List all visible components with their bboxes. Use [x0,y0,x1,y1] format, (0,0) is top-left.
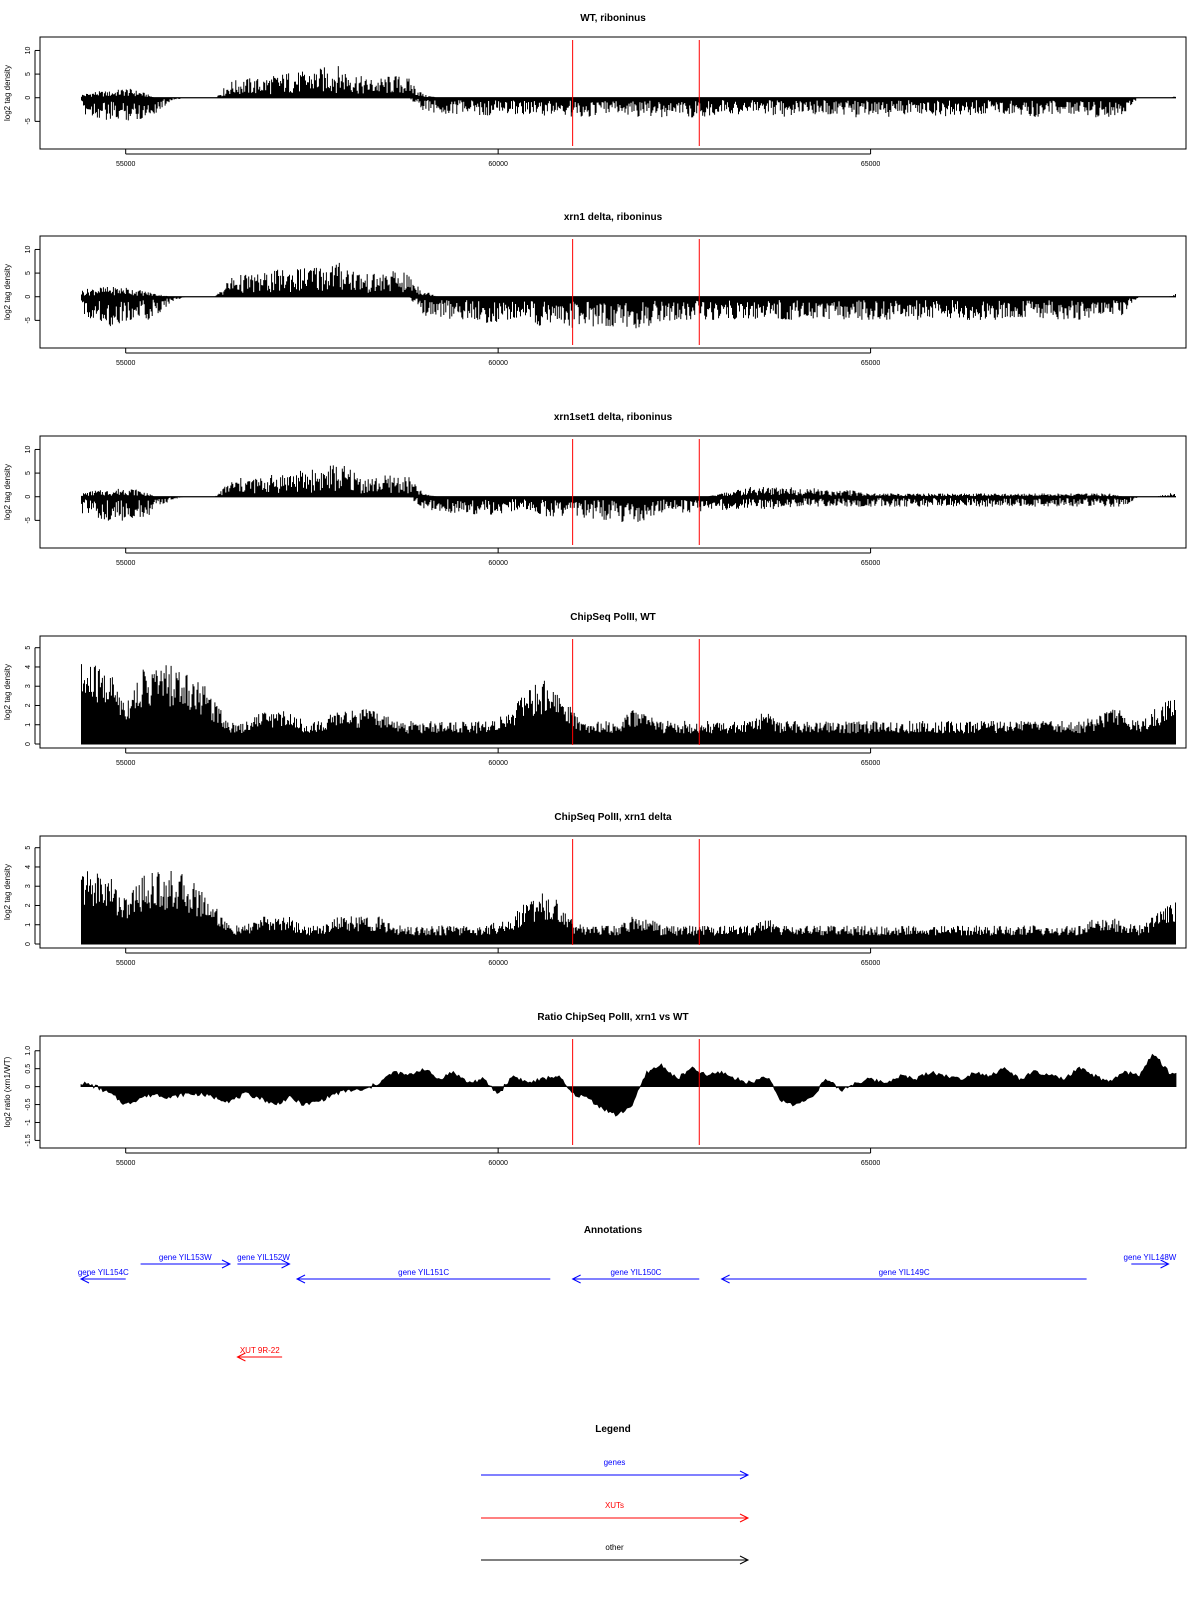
legend-title: Legend [595,1424,631,1435]
density-bars [82,263,1176,328]
y-axis-label: log2 ratio (xrn1/WT) [3,1056,12,1128]
legend-item-label: XUTs [604,1501,625,1510]
y-tick-label: 0 [25,95,32,100]
y-tick-label: 0 [25,1084,32,1089]
x-tick-label: 55000 [115,161,136,168]
feature-label: XUT 9R-22 [239,1346,280,1355]
y-tick-label: 0 [25,942,32,946]
feature-label: gene YIL152W [237,1253,290,1262]
x-tick-label: 55000 [115,960,136,967]
density-bars [82,871,1176,944]
density-bars [82,664,1176,744]
feature-label: gene YIL153W [158,1253,212,1262]
y-tick-label: 10 [25,245,32,254]
chart-title: xrn1 delta, riboninus [563,212,663,223]
plot-frame [40,236,1186,348]
y-tick-label: 5 [25,645,32,650]
plot-frame [40,436,1186,548]
y-axis-label: log2 tag density [3,463,12,521]
annotations-title: Annotations [583,1225,643,1236]
feature-label: gene YIL150C [610,1268,662,1277]
legend-item-label: genes [603,1458,626,1467]
x-tick-label: 55000 [115,1160,136,1167]
x-tick-label: 55000 [115,560,136,567]
y-tick-label: 1 [25,722,32,727]
y-tick-label: 3 [25,684,32,689]
feature-label: gene YIL149C [878,1268,930,1277]
y-tick-label: 5 [25,72,32,77]
y-tick-label: 2 [25,903,32,908]
y-tick-label: 0 [25,294,32,299]
y-tick-label: -1 [25,1119,32,1126]
y-tick-label: 1 [25,922,32,927]
x-tick-label: 55000 [115,360,136,367]
legend-item-label: other [605,1543,624,1552]
x-tick-label: 65000 [860,1160,881,1167]
y-axis-label: log2 tag density [3,64,12,122]
feature-label: gene YIL151C [398,1268,450,1277]
y-tick-label: 2 [25,703,32,708]
feature-label: gene YIL148W [1123,1253,1177,1262]
ratio-area [81,1054,1176,1116]
y-axis-label: log2 tag density [3,863,12,921]
x-tick-label: 65000 [860,161,881,168]
y-axis-label: log2 tag density [3,263,12,321]
x-tick-label: 60000 [488,560,508,567]
y-tick-label: 0.5 [25,1063,32,1074]
chart-title: ChipSeq PolII, WT [570,612,656,623]
plot-frame [40,37,1186,149]
y-tick-label: 5 [25,471,32,476]
feature-label: gene YIL154C [77,1268,129,1277]
x-tick-label: 60000 [488,960,508,967]
y-tick-label: 0 [25,742,32,746]
x-tick-label: 65000 [860,360,881,367]
y-tick-label: 5 [25,271,32,276]
density-bars [82,465,1176,522]
chart-title: ChipSeq PolII, xrn1 delta [554,812,672,823]
y-axis-label: log2 tag density [3,663,12,721]
chart-title: WT, riboninus [580,13,646,24]
x-tick-label: 60000 [488,360,508,367]
x-tick-label: 65000 [860,560,881,567]
y-tick-label: -5 [25,317,32,324]
x-tick-label: 60000 [488,760,508,767]
x-tick-label: 65000 [860,760,881,767]
y-tick-label: 10 [25,46,32,55]
y-tick-label: 0 [25,494,32,499]
x-tick-label: 65000 [860,960,881,967]
chart-title: Ratio ChipSeq PolII, xrn1 vs WT [537,1012,689,1023]
y-tick-label: 4 [25,865,32,869]
chart-title: xrn1set1 delta, riboninus [553,412,673,423]
y-tick-label: -1.5 [25,1134,32,1147]
density-bars [82,66,1176,120]
y-tick-label: 10 [25,445,32,454]
y-tick-label: -5 [25,118,32,125]
x-tick-label: 55000 [115,760,136,767]
x-tick-label: 60000 [488,1160,508,1167]
y-tick-label: -5 [25,517,32,524]
y-tick-label: 4 [25,665,32,669]
y-tick-label: 3 [25,884,32,889]
y-tick-label: 1.0 [25,1045,32,1056]
y-tick-label: 5 [25,845,32,850]
y-tick-label: -0.5 [25,1098,32,1111]
x-tick-label: 60000 [488,161,508,168]
